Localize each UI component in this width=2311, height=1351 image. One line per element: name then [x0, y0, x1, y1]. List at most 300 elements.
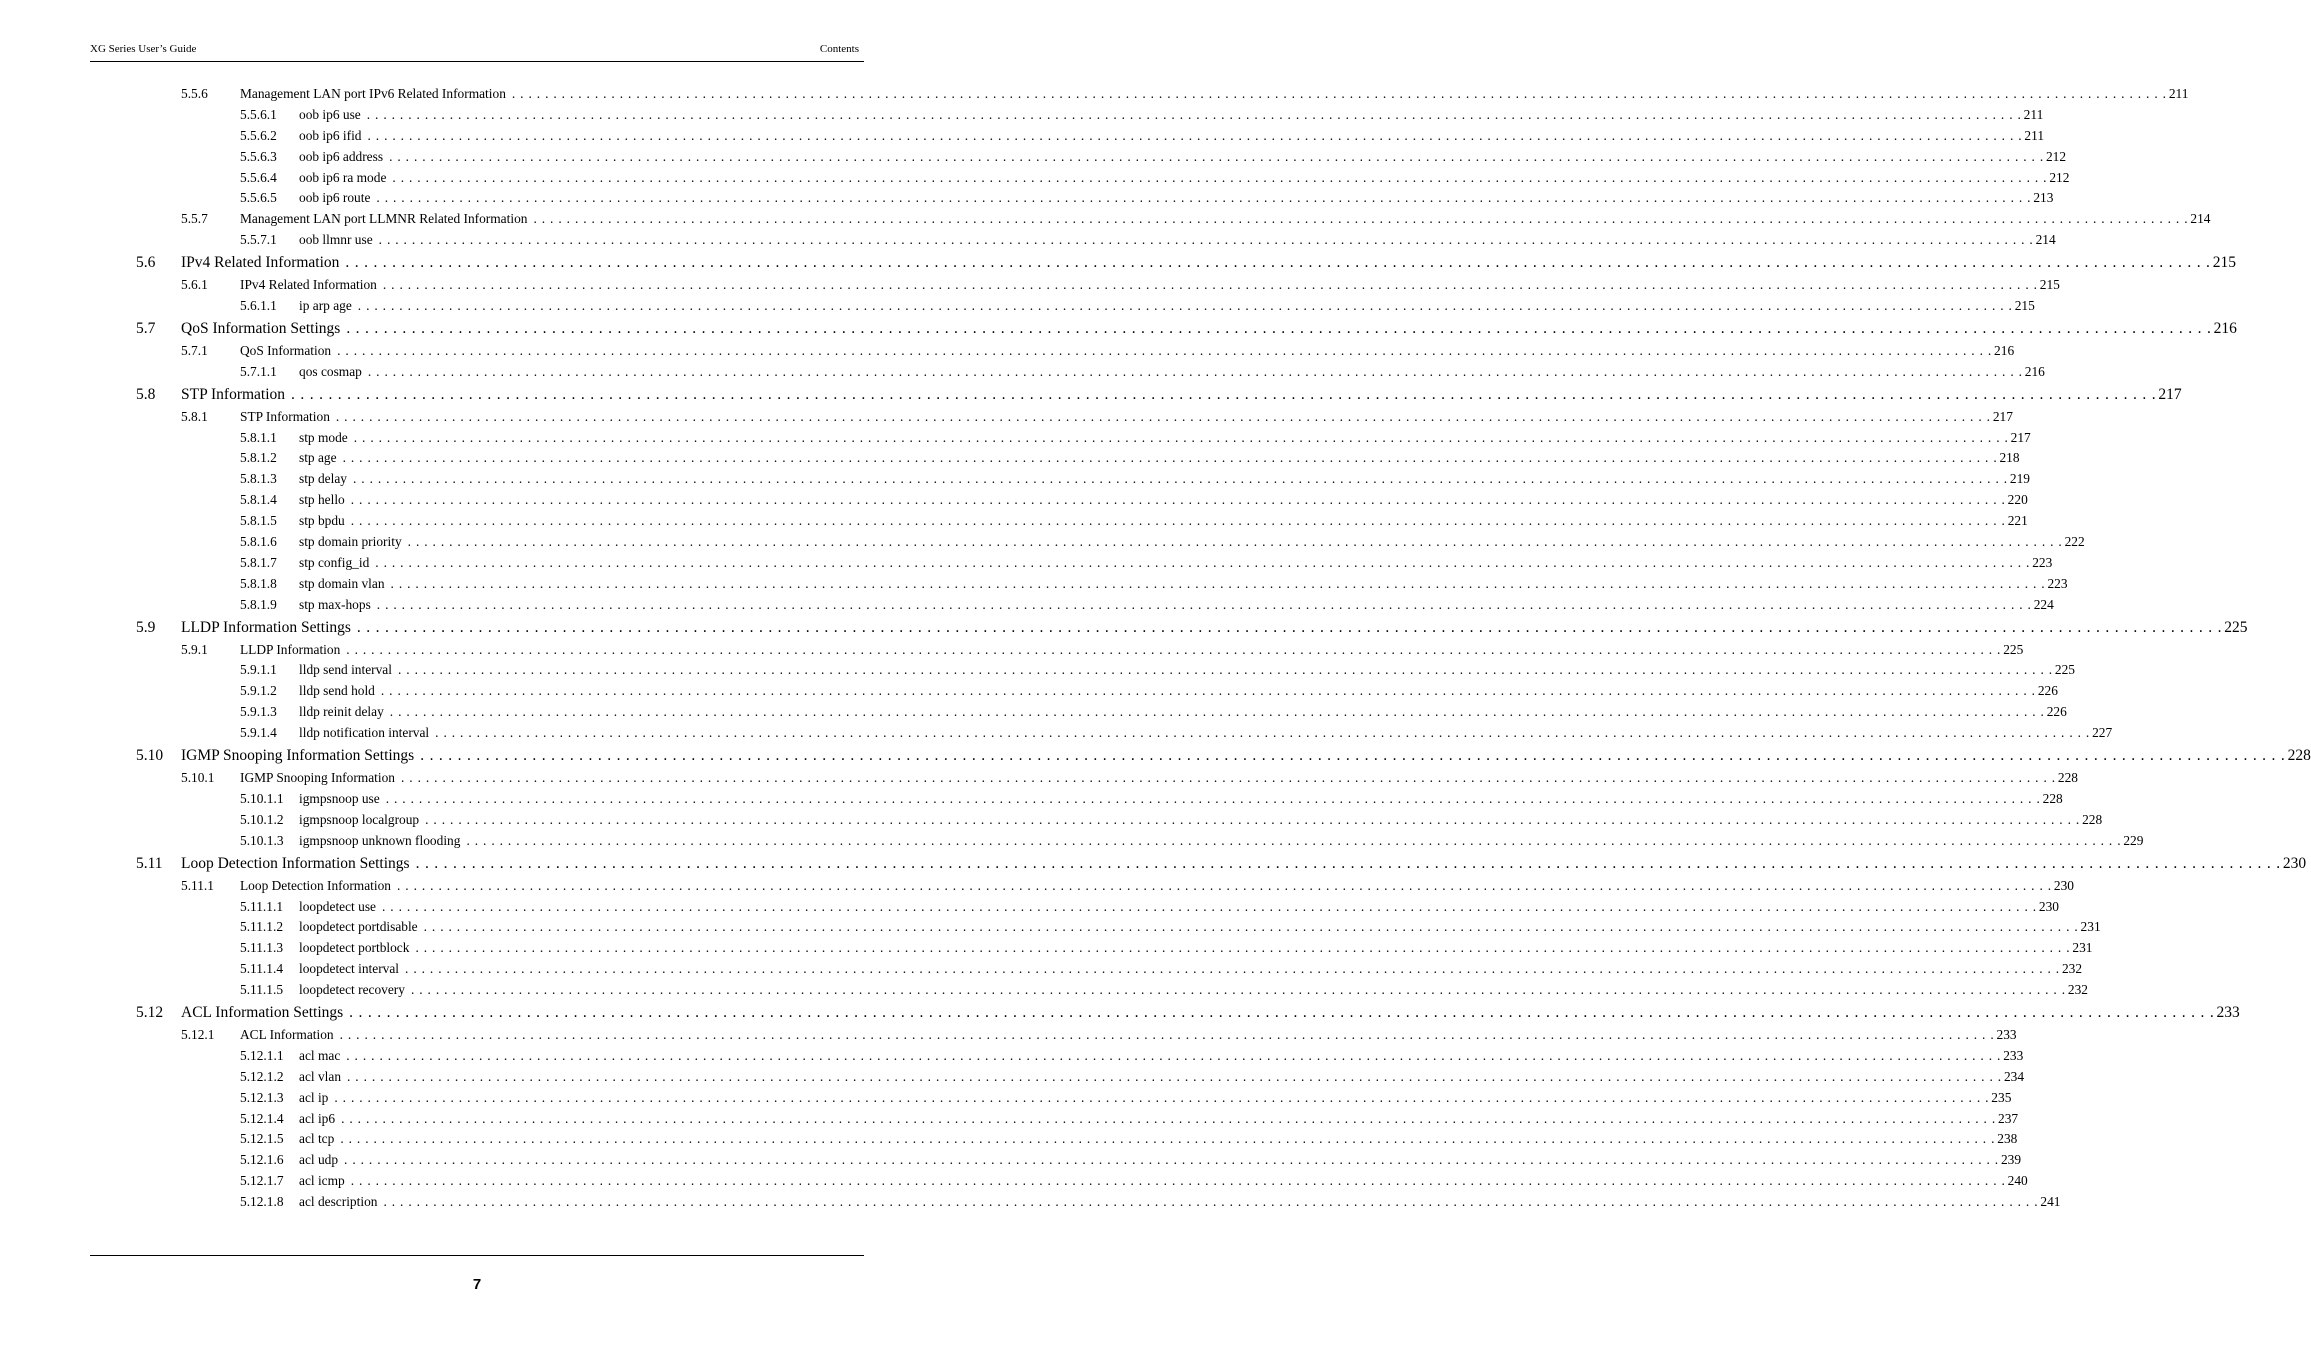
toc-entry[interactable] [0, 317, 2237, 341]
toc-entry-page: 232 [2067, 982, 2088, 998]
toc-entry-body [299, 1067, 2025, 1088]
toc-entry-page: 224 [2033, 596, 2054, 612]
footer-divider [90, 1255, 864, 1256]
toc-entry-page: 212 [2049, 169, 2070, 185]
toc-leader-dots: . . . . . . . . . . . . . . . . . . . . . . . . . . . . . . . . . . . . . . . . . . . . . . . . . . . . . . . . . . . . . . . . . . . . . . . . . . . . . . . . . . . . . . . . . . . . . . . . . . . . . . . . . . . . . . . . . . . . . . . . . . . . . . . . . . . . . . . . . . . . . . . . . . . . . . . . . . . . . . . . . . . . . . . . . . . . . . . . . . . . . . . . . . . . . . . . . . . . . . . . [291, 385, 2157, 403]
toc-entry-number: 5.12.1 [181, 1026, 215, 1042]
toc-entry-number: 5.11.1.2 [240, 919, 284, 935]
toc-entry-number: 5.5.6.2 [240, 127, 277, 143]
toc-entry-body [181, 383, 2182, 407]
toc-entry-number: 5.12.1.5 [240, 1131, 284, 1147]
toc-leader-dots: . . . . . . . . . . . . . . . . . . . . . . . . . . . . . . . . . . . . . . . . . . . . . . . . . . . . . . . . . . . . . . . . . . . . . . . . . . . . . . . . . . . . . . . . . . . . . . . . . . . . . . . . . . . . . . . . . . . . . . . . . . . . . . . . . . . . . . . . . . . . . . . . . . . . . . . . . . . . . . . . . . . . . . . . . . . . . . . . . . . . . . . . . . . . . . . . . . . . . . . . [423, 919, 2079, 935]
toc-entry-page: 232 [2061, 961, 2083, 977]
toc-entry-title: IPv4 Related Information [181, 254, 340, 272]
toc-entry[interactable] [0, 681, 2058, 702]
toc-leader-dots: . . . . . . . . . . . . . . . . . . . . . . . . . . . . . . . . . . . . . . . . . . . . . . . . . . . . . . . . . . . . . . . . . . . . . . . . . . . . . . . . . . . . . . . . . . . . . . . . . . . . . . . . . . . . . . . . . . . . . . . . . . . . . . . . . . . . . . . . . . . . . . . . . . . . . . . . . . . . . . . . . . . . . . . . . . . . . . . . . . . . . . . . . . . . . . . . . . . . . . . . [415, 854, 2281, 872]
toc-entry-body [299, 511, 2028, 532]
toc-entry-page: 211 [2024, 127, 2045, 143]
toc-entry-page: 216 [1994, 342, 2015, 358]
toc-entry-page: 230 [2038, 898, 2059, 914]
toc-entry-title: acl mac [299, 1047, 341, 1063]
toc-entry[interactable] [0, 448, 2020, 469]
toc-leader-dots: . . . . . . . . . . . . . . . . . . . . . . . . . . . . . . . . . . . . . . . . . . . . . . . . . . . . . . . . . . . . . . . . . . . . . . . . . . . . . . . . . . . . . . . . . . . . . . . . . . . . . . . . . . . . . . . . . . . . . . . . . . . . . . . . . . . . . . . . . . . . . . . . . . . . . . . . . . . . . . . . . . . . . . . . . . . . . . . . . . . . . . . . . . . . . . . . . . . . . . . . [533, 211, 2189, 227]
toc-entry[interactable] [0, 1129, 2018, 1150]
toc-entry-body [240, 341, 2015, 362]
toc-entry-title: LLDP Information Settings [181, 618, 351, 636]
toc-entry[interactable] [0, 362, 2045, 383]
toc-leader-dots: . . . . . . . . . . . . . . . . . . . . . . . . . . . . . . . . . . . . . . . . . . . . . . . . . . . . . . . . . . . . . . . . . . . . . . . . . . . . . . . . . . . . . . . . . . . . . . . . . . . . . . . . . . . . . . . . . . . . . . . . . . . . . . . . . . . . . . . . . . . . . . . . . . . . . . . . . . . . . . . . . . . . . . . . . . . . . . . . . . . . . . . . . . . . . . . . . . . . . . . . [367, 127, 2023, 143]
toc-entry[interactable] [0, 1088, 2012, 1109]
toc-entry-number: 5.8 [136, 385, 156, 403]
toc-entry[interactable] [0, 789, 2063, 810]
toc-entry-number: 5.5.6 [181, 86, 208, 101]
toc-leader-dots: . . . . . . . . . . . . . . . . . . . . . . . . . . . . . . . . . . . . . . . . . . . . . . . . . . . . . . . . . . . . . . . . . . . . . . . . . . . . . . . . . . . . . . . . . . . . . . . . . . . . . . . . . . . . . . . . . . . . . . . . . . . . . . . . . . . . . . . . . . . . . . . . . . . . . . . . . . . . . . . . . . . . . . . . . . . . . . . . . . . . . . . . . . . . . . . . . . . . . . . . [350, 513, 2006, 529]
toc-entry-title: LLDP Information [240, 641, 341, 657]
toc-leader-dots: . . . . . . . . . . . . . . . . . . . . . . . . . . . . . . . . . . . . . . . . . . . . . . . . . . . . . . . . . . . . . . . . . . . . . . . . . . . . . . . . . . . . . . . . . . . . . . . . . . . . . . . . . . . . . . . . . . . . . . . . . . . . . . . . . . . . . . . . . . . . . . . . . . . . . . . . . . . . . . . . . . . . . . . . . . . . . . . . . . . . . . . . . . . . . . . . . . . . . . . . [375, 554, 2031, 570]
toc-entry[interactable] [0, 490, 2028, 511]
toc-leader-dots: . . . . . . . . . . . . . . . . . . . . . . . . . . . . . . . . . . . . . . . . . . . . . . . . . . . . . . . . . . . . . . . . . . . . . . . . . . . . . . . . . . . . . . . . . . . . . . . . . . . . . . . . . . . . . . . . . . . . . . . . . . . . . . . . . . . . . . . . . . . . . . . . . . . . . . . . . . . . . . . . . . . . . . . . . . . . . . . . . . . . . . . . . . . . . . . . . . . . . . . . [366, 106, 2022, 122]
toc-entry[interactable] [0, 407, 2013, 428]
toc-entry-body [299, 126, 2045, 147]
toc-entry[interactable] [0, 84, 2189, 105]
header-doc-title: XG Series User’s Guide [90, 43, 197, 55]
toc-entry-number: 5.10 [136, 747, 164, 765]
toc-entry[interactable] [0, 980, 2088, 1001]
toc-entry-number: 5.7.1 [181, 342, 208, 358]
toc-leader-dots: . . . . . . . . . . . . . . . . . . . . . . . . . . . . . . . . . . . . . . . . . . . . . . . . . . . . . . . . . . . . . . . . . . . . . . . . . . . . . . . . . . . . . . . . . . . . . . . . . . . . . . . . . . . . . . . . . . . . . . . . . . . . . . . . . . . . . . . . . . . . . . . . . . . . . . . . . . . . . . . . . . . . . . . . . . . . . . . . . . . . . . . . . . . . . . . . . . . . . . . . [405, 961, 2060, 977]
toc-leader-dots: . . . . . . . . . . . . . . . . . . . . . . . . . . . . . . . . . . . . . . . . . . . . . . . . . . . . . . . . . . . . . . . . . . . . . . . . . . . . . . . . . . . . . . . . . . . . . . . . . . . . . . . . . . . . . . . . . . . . . . . . . . . . . . . . . . . . . . . . . . . . . . . . . . . . . . . . . . . . . . . . . . . . . . . . . . . . . . . . . . . . . . . . . . . . . . . . . . . . . . . . [380, 683, 2036, 699]
toc-entry-title: igmpsnoop use [299, 790, 380, 806]
toc-entry[interactable] [0, 147, 2067, 168]
toc-leader-dots: . . . . . . . . . . . . . . . . . . . . . . . . . . . . . . . . . . . . . . . . . . . . . . . . . . . . . . . . . . . . . . . . . . . . . . . . . . . . . . . . . . . . . . . . . . . . . . . . . . . . . . . . . . . . . . . . . . . . . . . . . . . . . . . . . . . . . . . . . . . . . . . . . . . . . . . . . . . . . . . . . . . . . . . . . . . . . . . . . . . . . . . . . . . . . . . . . . . . . . . . [357, 298, 2013, 314]
toc-entry-page: 231 [2080, 919, 2101, 935]
toc-entry-number: 5.12.1.3 [240, 1089, 284, 1105]
toc-entry[interactable] [0, 1171, 2028, 1192]
toc-entry-number: 5.5.6.4 [240, 169, 277, 185]
toc-entry[interactable] [0, 105, 2044, 126]
toc-entry-body [181, 251, 2236, 275]
toc-entry-title: Loop Detection Information Settings [181, 854, 410, 872]
toc-entry-title: oob llmnr use [299, 232, 373, 248]
toc-entry-title: lldp reinit delay [299, 704, 384, 720]
toc-entry-body [240, 768, 2078, 789]
toc-entry-number: 5.10.1.3 [240, 832, 284, 848]
toc-entry[interactable] [0, 660, 2075, 681]
toc-entry-body [299, 938, 2093, 959]
toc-entry-number: 5.10.1.1 [240, 790, 284, 806]
toc-entry-title: acl icmp [299, 1173, 345, 1189]
toc-entry-body [299, 230, 2056, 251]
toc-entry[interactable] [0, 959, 2083, 980]
toc-entry-number: 5.11.1.5 [240, 982, 284, 998]
toc-leader-dots: . . . . . . . . . . . . . . . . . . . . . . . . . . . . . . . . . . . . . . . . . . . . . . . . . . . . . . . . . . . . . . . . . . . . . . . . . . . . . . . . . . . . . . . . . . . . . . . . . . . . . . . . . . . . . . . . . . . . . . . . . . . . . . . . . . . . . . . . . . . . . . . . . . . . . . . . . . . . . . . . . . . . . . . . . . . . . . . . . . . . . . . . . . . . . . . . . . . . . . . . [346, 319, 2212, 337]
toc-entry[interactable] [0, 640, 2024, 661]
toc-entry-number: 5.8.1.7 [240, 554, 277, 570]
toc-entry[interactable] [0, 702, 2067, 723]
toc-entry-page: 239 [2000, 1152, 2022, 1168]
toc-entry[interactable] [0, 1046, 2024, 1067]
toc-entry-page: 220 [2007, 492, 2028, 508]
toc-entry-body [299, 428, 2031, 449]
toc-entry-body [299, 1129, 2018, 1150]
toc-entry-page: 227 [2092, 725, 2113, 741]
toc-leader-dots: . . . . . . . . . . . . . . . . . . . . . . . . . . . . . . . . . . . . . . . . . . . . . . . . . . . . . . . . . . . . . . . . . . . . . . . . . . . . . . . . . . . . . . . . . . . . . . . . . . . . . . . . . . . . . . . . . . . . . . . . . . . . . . . . . . . . . . . . . . . . . . . . . . . . . . . . . . . . . . . . . . . . . . . . . . . . . . . . . . . . . . . . . . . . . . . . . . . . . . . . [340, 1131, 1996, 1147]
toc-entry-page: 211 [2023, 106, 2044, 122]
toc-entry-number: 5.5.7 [181, 211, 208, 227]
toc-leader-dots: . . . . . . . . . . . . . . . . . . . . . . . . . . . . . . . . . . . . . . . . . . . . . . . . . . . . . . . . . . . . . . . . . . . . . . . . . . . . . . . . . . . . . . . . . . . . . . . . . . . . . . . . . . . . . . . . . . . . . . . . . . . . . . . . . . . . . . . . . . . . . . . . . . . . . . . . . . . . . . . . . . . . . . . . . . . . . . . . . . . . . . . . . . . . . . . . . . . . . . . . [385, 790, 2041, 806]
toc-entry-number: 5.12.1.6 [240, 1152, 284, 1168]
toc-leader-dots: . . . . . . . . . . . . . . . . . . . . . . . . . . . . . . . . . . . . . . . . . . . . . . . . . . . . . . . . . . . . . . . . . . . . . . . . . . . . . . . . . . . . . . . . . . . . . . . . . . . . . . . . . . . . . . . . . . . . . . . . . . . . . . . . . . . . . . . . . . . . . . . . . . . . . . . . . . . . . . . . . . . . . . . . . . . . . . . . . . . . . . . . . . . . . . . . . . . . . . . . [352, 471, 2008, 487]
toc-entry-number: 5.8.1.2 [240, 450, 277, 466]
toc-entry-number: 5.11 [136, 854, 163, 872]
toc-entry[interactable] [0, 511, 2028, 532]
toc-entry[interactable] [0, 275, 2060, 296]
toc-entry-title: loopdetect interval [299, 961, 400, 977]
toc-leader-dots: . . . . . . . . . . . . . . . . . . . . . . . . . . . . . . . . . . . . . . . . . . . . . . . . . . . . . . . . . . . . . . . . . . . . . . . . . . . . . . . . . . . . . . . . . . . . . . . . . . . . . . . . . . . . . . . . . . . . . . . . . . . . . . . . . . . . . . . . . . . . . . . . . . . . . . . . . . . . . . . . . . . . . . . . . . . . . . . . . . . . . . . . . . . . . . . . . . . . . . . . [341, 1110, 1996, 1126]
toc-entry-page: 230 [2282, 854, 2307, 872]
toc-entry-number: 5.9.1.1 [240, 662, 277, 678]
toc-entry[interactable] [0, 723, 2113, 744]
toc-entry-title: IGMP Snooping Information [240, 770, 395, 786]
toc-entry[interactable] [0, 296, 2035, 317]
toc-entry-title: Loop Detection Information [240, 877, 391, 893]
toc-entry-body [299, 1046, 2024, 1067]
toc-entry-body [299, 723, 2113, 744]
toc-entry-number: 5.7.1.1 [240, 363, 277, 379]
toc-entry[interactable] [0, 1109, 2019, 1130]
toc-entry-body [299, 702, 2067, 723]
toc-entry-title: stp age [299, 450, 337, 466]
toc-entry-page: 215 [2014, 298, 2035, 314]
toc-entry[interactable] [0, 532, 2085, 553]
toc-entry-title: lldp send interval [299, 662, 392, 678]
toc-entry-number: 5.5.6.3 [240, 148, 277, 164]
toc-entry-number: 5.12.1.8 [240, 1194, 284, 1210]
toc-entry-page: 233 [2003, 1047, 2024, 1063]
toc-entry-number: 5.10.1 [181, 770, 215, 786]
toc-leader-dots: . . . . . . . . . . . . . . . . . . . . . . . . . . . . . . . . . . . . . . . . . . . . . . . . . . . . . . . . . . . . . . . . . . . . . . . . . . . . . . . . . . . . . . . . . . . . . . . . . . . . . . . . . . . . . . . . . . . . . . . . . . . . . . . . . . . . . . . . . . . . . . . . . . . . . . . . . . . . . . . . . . . . . . . . . . . . . . . . . . . . . . . . . . . . . . . . . . . . . . . . [425, 811, 2081, 827]
toc-entry-body [299, 959, 2083, 980]
toc-entry[interactable] [0, 616, 2248, 640]
toc-entry[interactable] [0, 852, 2307, 876]
toc-entry-title: acl ip6 [299, 1110, 336, 1126]
toc-entry-page: 228 [2057, 770, 2078, 786]
toc-entry-title: IGMP Snooping Information Settings [181, 747, 415, 765]
toc-leader-dots: . . . . . . . . . . . . . . . . . . . . . . . . . . . . . . . . . . . . . . . . . . . . . . . . . . . . . . . . . . . . . . . . . . . . . . . . . . . . . . . . . . . . . . . . . . . . . . . . . . . . . . . . . . . . . . . . . . . . . . . . . . . . . . . . . . . . . . . . . . . . . . . . . . . . . . . . . . . . . . . . . . . . . . . . . . . . . . . . . . . . . . . . . . . . . . . . . . . . . . . . [392, 169, 2048, 185]
toc-leader-dots: . . . . . . . . . . . . . . . . . . . . . . . . . . . . . . . . . . . . . . . . . . . . . . . . . . . . . . . . . . . . . . . . . . . . . . . . . . . . . . . . . . . . . . . . . . . . . . . . . . . . . . . . . . . . . . . . . . . . . . . . . . . . . . . . . . . . . . . . . . . . . . . . . . . . . . . . . . . . . . . . . . . . . . . . . . . . . . . . . . . . . . . . . . . . . . . . . . . . . . . . [335, 408, 1991, 424]
toc-entry-body [299, 831, 2144, 852]
toc-entry[interactable] [0, 383, 2182, 407]
toc-leader-dots: . . . . . . . . . . . . . . . . . . . . . . . . . . . . . . . . . . . . . . . . . . . . . . . . . . . . . . . . . . . . . . . . . . . . . . . . . . . . . . . . . . . . . . . . . . . . . . . . . . . . . . . . . . . . . . . . . . . . . . . . . . . . . . . . . . . . . . . . . . . . . . . . . . . . . . . . . . . . . . . . . . . . . . . . . . . . . . . . . . . . . . . . . . . . . . . . . . . . . . . . [396, 877, 2052, 893]
toc-entry[interactable] [0, 188, 2054, 209]
toc-leader-dots: . . . . . . . . . . . . . . . . . . . . . . . . . . . . . . . . . . . . . . . . . . . . . . . . . . . . . . . . . . . . . . . . . . . . . . . . . . . . . . . . . . . . . . . . . . . . . . . . . . . . . . . . . . . . . . . . . . . . . . . . . . . . . . . . . . . . . . . . . . . . . . . . . . . . . . . . . . . . . . . . . . . . . . . . . . . . . . . . . . . . . . . . . . . . . . . . . . . . . . . . [410, 982, 2066, 998]
toc-entry[interactable] [0, 341, 2015, 362]
toc-entry-page: 240 [2007, 1173, 2028, 1189]
toc-entry-page: 215 [2039, 277, 2060, 293]
toc-leader-dots: . . . . . . . . . . . . . . . . . . . . . . . . . . . . . . . . . . . . . . . . . . . . . . . . . . . . . . . . . . . . . . . . . . . . . . . . . . . . . . . . . . . . . . . . . . . . . . . . . . . . . . . . . . . . . . . . . . . . . . . . . . . . . . . . . . . . . . . . . . . . . . . . . . . . . . . . . . . . . . . . . . . . . . . . . . . . . . . . . . . . . . . . . . . . . . . . . . . . . . . . [346, 641, 2002, 657]
toc-entry[interactable] [0, 553, 2053, 574]
toc-entry[interactable] [0, 876, 2074, 897]
toc-entry[interactable] [0, 251, 2236, 275]
toc-entry-page: 218 [1999, 450, 2020, 466]
toc-entry[interactable] [0, 1001, 2240, 1025]
toc-entry-number: 5.12.1.7 [240, 1173, 284, 1189]
toc-entry-page: 241 [2040, 1194, 2061, 1210]
toc-entry-title: IPv4 Related Information [240, 277, 377, 293]
toc-leader-dots: . . . . . . . . . . . . . . . . . . . . . . . . . . . . . . . . . . . . . . . . . . . . . . . . . . . . . . . . . . . . . . . . . . . . . . . . . . . . . . . . . . . . . . . . . . . . . . . . . . . . . . . . . . . . . . . . . . . . . . . . . . . . . . . . . . . . . . . . . . . . . . . . . . . . . . . . . . . . . . . . . . . . . . . . . . . . . . . . . . . . . . . . . . . . . . . . . . . . . . . . [435, 725, 2091, 741]
toc-leader-dots: . . . . . . . . . . . . . . . . . . . . . . . . . . . . . . . . . . . . . . . . . . . . . . . . . . . . . . . . . . . . . . . . . . . . . . . . . . . . . . . . . . . . . . . . . . . . . . . . . . . . . . . . . . . . . . . . . . . . . . . . . . . . . . . . . . . . . . . . . . . . . . . . . . . . . . . . . . . . . . . . . . . . . . . . . . . . . . . . . . . . . . . . . . . . . . . . . . . . . . . . [415, 940, 2071, 956]
toc-leader-dots: . . . . . . . . . . . . . . . . . . . . . . . . . . . . . . . . . . . . . . . . . . . . . . . . . . . . . . . . . . . . . . . . . . . . . . . . . . . . . . . . . . . . . . . . . . . . . . . . . . . . . . . . . . . . . . . . . . . . . . . . . . . . . . . . . . . . . . . . . . . . . . . . . . . . . . . . . . . . . . . . . . . . . . . . . . . . . . . . . . . . . . . . . . . . . . . . . . . . . . . . [356, 618, 2223, 636]
toc-entry-title: acl description [299, 1194, 378, 1210]
toc-entry-page: 226 [2046, 704, 2067, 720]
toc-entry[interactable] [0, 1067, 2025, 1088]
header-section-title: Contents [819, 43, 859, 55]
toc-entry-body [299, 448, 2020, 469]
toc-entry-page: 214 [2035, 232, 2056, 248]
toc-entry-body [299, 168, 2070, 189]
toc-leader-dots: . . . . . . . . . . . . . . . . . . . . . . . . . . . . . . . . . . . . . . . . . . . . . . . . . . . . . . . . . . . . . . . . . . . . . . . . . . . . . . . . . . . . . . . . . . . . . . . . . . . . . . . . . . . . . . . . . . . . . . . . . . . . . . . . . . . . . . . . . . . . . . . . . . . . . . . . . . . . . . . . . . . . . . . . . . . . . . . . . . . . . . . . . . . . . . . . . . . . . . . . [339, 1026, 1995, 1042]
toc-entry-title: loopdetect portdisable [299, 919, 418, 935]
toc-leader-dots: . . . . . . . . . . . . . . . . . . . . . . . . . . . . . . . . . . . . . . . . . . . . . . . . . . . . . . . . . . . . . . . . . . . . . . . . . . . . . . . . . . . . . . . . . . . . . . . . . . . . . . . . . . . . . . . . . . . . . . . . . . . . . . . . . . . . . . . . . . . . . . . . . . . . . . . . . . . . . . . . . . . . . . . . . . . . . . . . . . . . . . . . . . . . . . . . . . . . . . . . [376, 596, 2032, 612]
toc-entry-body [181, 852, 2307, 876]
toc-entry-body [299, 917, 2101, 938]
toc-entry-page: 222 [2064, 534, 2085, 550]
toc-entry-number: 5.11.1.3 [240, 940, 284, 956]
toc-entry-number: 5.8.1.6 [240, 534, 277, 550]
toc-entry-page: 225 [2003, 641, 2024, 657]
toc-entry[interactable] [0, 1025, 2017, 1046]
toc-entry[interactable] [0, 917, 2101, 938]
toc-entry-number: 5.5.7.1 [240, 232, 277, 248]
page-header [90, 41, 864, 62]
toc-entry-body [299, 490, 2028, 511]
toc-entry-title: STP Information [181, 385, 286, 403]
toc-entry-page: 230 [2053, 877, 2074, 893]
toc-leader-dots: . . . . . . . . . . . . . . . . . . . . . . . . . . . . . . . . . . . . . . . . . . . . . . . . . . . . . . . . . . . . . . . . . . . . . . . . . . . . . . . . . . . . . . . . . . . . . . . . . . . . . . . . . . . . . . . . . . . . . . . . . . . . . . . . . . . . . . . . . . . . . . . . . . . . . . . . . . . . . . . . . . . . . . . . . . . . . . . . . . . . . . . . . . . . . . . . . . . . . . . . [383, 1194, 2039, 1210]
toc-entry-page: 229 [2123, 832, 2144, 848]
toc-entry-body [299, 1171, 2028, 1192]
toc-entry-page: 215 [2212, 254, 2236, 272]
toc-entry-body [240, 876, 2074, 897]
toc-entry-body [299, 105, 2044, 126]
toc-entry-body [181, 1001, 2240, 1025]
toc-entry-page: 228 [2287, 747, 2311, 765]
toc-leader-dots: . . . . . . . . . . . . . . . . . . . . . . . . . . . . . . . . . . . . . . . . . . . . . . . . . . . . . . . . . . . . . . . . . . . . . . . . . . . . . . . . . . . . . . . . . . . . . . . . . . . . . . . . . . . . . . . . . . . . . . . . . . . . . . . . . . . . . . . . . . . . . . . . . . . . . . . . . . . . . . . . . . . . . . . . . . . . . . . . . . . . . . . . . . . . . . . . . . . . . . . . [345, 254, 2211, 272]
toc-leader-dots: . . . . . . . . . . . . . . . . . . . . . . . . . . . . . . . . . . . . . . . . . . . . . . . . . . . . . . . . . . . . . . . . . . . . . . . . . . . . . . . . . . . . . . . . . . . . . . . . . . . . . . . . . . . . . . . . . . . . . . . . . . . . . . . . . . . . . . . . . . . . . . . . . . . . . . . . . . . . . . . . . . . . . . . . . . . . . . . . . . . . . . . . . . . . . . . . . . . . . . . . [390, 575, 2046, 591]
toc-entry-title: oob ip6 ra mode [299, 169, 387, 185]
toc-entry-body [181, 744, 2311, 768]
toc-entry-body [299, 980, 2088, 1001]
toc-entry-title: QoS Information Settings [181, 319, 341, 337]
toc-leader-dots: . . . . . . . . . . . . . . . . . . . . . . . . . . . . . . . . . . . . . . . . . . . . . . . . . . . . . . . . . . . . . . . . . . . . . . . . . . . . . . . . . . . . . . . . . . . . . . . . . . . . . . . . . . . . . . . . . . . . . . . . . . . . . . . . . . . . . . . . . . . . . . . . . . . . . . . . . . . . . . . . . . . . . . . . . . . . . . . . . . . . . . . . . . . . . . . . . . . . . . . . [400, 770, 2056, 786]
toc-entry-number: 5.9.1 [181, 641, 208, 657]
toc-entry-title: stp domain vlan [299, 575, 385, 591]
toc-entry-number: 5.8.1.1 [240, 429, 277, 445]
toc-entry-title: stp domain priority [299, 534, 402, 550]
toc-leader-dots: . . . . . . . . . . . . . . . . . . . . . . . . . . . . . . . . . . . . . . . . . . . . . . . . . . . . . . . . . . . . . . . . . . . . . . . . . . . . . . . . . . . . . . . . . . . . . . . . . . . . . . . . . . . . . . . . . . . . . . . . . . . . . . . . . . . . . . . . . . . . . . . . . . . . . . . . . . . . . . . . . . . . . . . . . . . . . . . . . . . . . . . . . . . . . . . . . . . . . . . . [382, 277, 2038, 293]
toc-entry-body [299, 1192, 2061, 1213]
toc-entry-number: 5.9.1.2 [240, 683, 277, 699]
toc-entry-title: oob ip6 use [299, 106, 361, 122]
toc-entry-title: stp config_id [299, 554, 370, 570]
toc-entry-number: 5.7 [136, 319, 156, 337]
toc-entry-number: 5.9.1.4 [240, 725, 277, 741]
toc-entry[interactable] [0, 230, 2056, 251]
toc-entry-title: acl tcp [299, 1131, 335, 1147]
toc-entry[interactable] [0, 168, 2070, 189]
toc-entry-number: 5.8.1.9 [240, 596, 277, 612]
toc-entry-body [240, 84, 2189, 105]
toc-leader-dots: . . . . . . . . . . . . . . . . . . . . . . . . . . . . . . . . . . . . . . . . . . . . . . . . . . . . . . . . . . . . . . . . . . . . . . . . . . . . . . . . . . . . . . . . . . . . . . . . . . . . . . . . . . . . . . . . . . . . . . . . . . . . . . . . . . . . . . . . . . . . . . . . . . . . . . . . . . . . . . . . . . . . . . . . . . . . . . . . . . . . . . . . . . . . . . . . . . . . . . . . [353, 429, 2009, 445]
toc-entry-page: 226 [2037, 683, 2058, 699]
toc-leader-dots: . . . . . . . . . . . . . . . . . . . . . . . . . . . . . . . . . . . . . . . . . . . . . . . . . . . . . . . . . . . . . . . . . . . . . . . . . . . . . . . . . . . . . . . . . . . . . . . . . . . . . . . . . . . . . . . . . . . . . . . . . . . . . . . . . . . . . . . . . . . . . . . . . . . . . . . . . . . . . . . . . . . . . . . . . . . . . . . . . . . . . . . . . . . . . . . . . . . . . . . . [342, 450, 1998, 466]
toc-entry-number: 5.6.1 [181, 277, 208, 293]
toc-entry-page: 228 [2042, 790, 2063, 806]
toc-leader-dots: . . . . . . . . . . . . . . . . . . . . . . . . . . . . . . . . . . . . . . . . . . . . . . . . . . . . . . . . . . . . . . . . . . . . . . . . . . . . . . . . . . . . . . . . . . . . . . . . . . . . . . . . . . . . . . . . . . . . . . . . . . . . . . . . . . . . . . . . . . . . . . . . . . . . . . . . . . . . . . . . . . . . . . . . . . . . . . . . . . . . . . . . . . . . . . . . . . . . . . . . [389, 704, 2045, 720]
toc-entry-title: lldp send hold [299, 683, 375, 699]
toc-entry-body [240, 407, 2013, 428]
toc-leader-dots: . . . . . . . . . . . . . . . . . . . . . . . . . . . . . . . . . . . . . . . . . . . . . . . . . . . . . . . . . . . . . . . . . . . . . . . . . . . . . . . . . . . . . . . . . . . . . . . . . . . . . . . . . . . . . . . . . . . . . . . . . . . . . . . . . . . . . . . . . . . . . . . . . . . . . . . . . . . . . . . . . . . . . . . . . . . . . . . . . . . . . . . . . . . . . . . . . . . . . . . . [334, 1089, 1990, 1105]
toc-entry-number: 5.6 [136, 254, 156, 272]
toc-entry-page: 223 [2047, 575, 2068, 591]
toc-entry-page: 225 [2054, 662, 2075, 678]
toc-entry-page: 225 [2224, 618, 2248, 636]
toc-entry-page: 213 [2033, 190, 2054, 206]
toc-entry-body [299, 1150, 2022, 1171]
toc-entry-title: loopdetect use [299, 898, 376, 914]
toc-entry[interactable] [0, 574, 2068, 595]
toc-entry-body [299, 147, 2067, 168]
toc-entry-page: 217 [1992, 408, 2013, 424]
toc-entry-number: 5.12.1.4 [240, 1110, 284, 1126]
toc-leader-dots: . . . . . . . . . . . . . . . . . . . . . . . . . . . . . . . . . . . . . . . . . . . . . . . . . . . . . . . . . . . . . . . . . . . . . . . . . . . . . . . . . . . . . . . . . . . . . . . . . . . . . . . . . . . . . . . . . . . . . . . . . . . . . . . . . . . . . . . . . . . . . . . . . . . . . . . . . . . . . . . . . . . . . . . . . . . . . . . . . . . . . . . . . . . . . . . . . . . . . . . . [349, 1003, 2215, 1021]
toc-entry-number: 5.12.1.2 [240, 1068, 284, 1084]
toc-leader-dots: . . . . . . . . . . . . . . . . . . . . . . . . . . . . . . . . . . . . . . . . . . . . . . . . . . . . . . . . . . . . . . . . . . . . . . . . . . . . . . . . . . . . . . . . . . . . . . . . . . . . . . . . . . . . . . . . . . . . . . . . . . . . . . . . . . . . . . . . . . . . . . . . . . . . . . . . . . . . . . . . . . . . . . . . . . . . . . . . . . . . . . . . . . . . . . . . . . . . . . . . [344, 1152, 1999, 1168]
toc-entry[interactable] [0, 1150, 2022, 1171]
toc-entry-body [299, 789, 2063, 810]
toc-entry[interactable] [0, 938, 2093, 959]
toc-entry-title: ACL Information [240, 1026, 334, 1042]
toc-leader-dots: . . . . . . . . . . . . . . . . . . . . . . . . . . . . . . . . . . . . . . . . . . . . . . . . . . . . . . . . . . . . . . . . . . . . . . . . . . . . . . . . . . . . . . . . . . . . . . . . . . . . . . . . . . . . . . . . . . . . . . . . . . . . . . . . . . . . . . . . . . . . . . . . . . . . . . . . . . . . . . . . . . . . . . . . . . . . . . . . . . . . . . . . . . . . . . . . . . . . . . . . [337, 342, 1993, 358]
toc-entry[interactable] [0, 897, 2059, 918]
toc-entry-page: 237 [1998, 1110, 2019, 1126]
toc-entry-page: 221 [2007, 513, 2028, 529]
toc-entry[interactable] [0, 810, 2103, 831]
toc-entry-page: 217 [2158, 385, 2182, 403]
toc-entry-title: oob ip6 address [299, 148, 384, 164]
toc-leader-dots: . . . . . . . . . . . . . . . . . . . . . . . . . . . . . . . . . . . . . . . . . . . . . . . . . . . . . . . . . . . . . . . . . . . . . . . . . . . . . . . . . . . . . . . . . . . . . . . . . . . . . . . . . . . . . . . . . . . . . . . . . . . . . . . . . . . . . . . . . . . . . . . . . . . . . . . . . . . . . . . . . . . . . . . . . . . . . . . . . . . . . . . . . . . . . . . . . . . . . . . . [389, 148, 2044, 164]
toc-entry-title: stp mode [299, 429, 348, 445]
toc-entry-title: Management LAN port LLMNR Related Information [240, 211, 528, 227]
toc-leader-dots: . . . . . . . . . . . . . . . . . . . . . . . . . . . . . . . . . . . . . . . . . . . . . . . . . . . . . . . . . . . . . . . . . . . . . . . . . . . . . . . . . . . . . . . . . . . . . . . . . . . . . . . . . . . . . . . . . . . . . . . . . . . . . . . . . . . . . . . . . . . . . . . . . . . . . . . . . . . . . . . . . . . . . . . . . . . . . . . . . . . . . . . . . . . . . . . . . . . . . . . . [347, 1068, 2002, 1084]
toc-leader-dots: . . . . . . . . . . . . . . . . . . . . . . . . . . . . . . . . . . . . . . . . . . . . . . . . . . . . . . . . . . . . . . . . . . . . . . . . . . . . . . . . . . . . . . . . . . . . . . . . . . . . . . . . . . . . . . . . . . . . . . . . . . . . . . . . . . . . . . . . . . . . . . . . . . . . . . . . . . . . . . . . . . . . . . . . . . . . . . . . . . . . . . . . . . . . . . . . . . . . . . . . [397, 662, 2053, 678]
toc-entry-body [299, 553, 2053, 574]
toc-entry-number: 5.6.1.1 [240, 298, 277, 314]
toc-entry-number: 5.11.1 [181, 877, 214, 893]
toc-entry[interactable] [0, 744, 2311, 768]
toc-leader-dots: . . . . . . . . . . . . . . . . . . . . . . . . . . . . . . . . . . . . . . . . . . . . . . . . . . . . . . . . . . . . . . . . . . . . . . . . . . . . . . . . . . . . . . . . . . . . . . . . . . . . . . . . . . . . . . . . . . . . . . . . . . . . . . . . . . . . . . . . . . . . . . . . . . . . . . . . . . . . . . . . . . . . . . . . . . . . . . . . . . . . . . . . . . . . . . . . . . . . . . . . [376, 190, 2032, 206]
toc-entry-title: stp bpdu [299, 513, 345, 529]
toc-entry[interactable] [0, 469, 2030, 490]
toc-entry-body [299, 296, 2035, 317]
toc-entry-page: 228 [2082, 811, 2103, 827]
toc-entry-page: 234 [2003, 1068, 2025, 1084]
toc-entry-number: 5.12.1.1 [240, 1047, 284, 1063]
toc-entry[interactable] [0, 831, 2144, 852]
toc-entry-page: 223 [2032, 554, 2053, 570]
toc-entry-title: ACL Information Settings [181, 1003, 344, 1021]
toc-entry-number: 5.11.1.4 [240, 961, 284, 977]
toc-entry-page: 233 [2216, 1003, 2240, 1021]
toc-leader-dots: . . . . . . . . . . . . . . . . . . . . . . . . . . . . . . . . . . . . . . . . . . . . . . . . . . . . . . . . . . . . . . . . . . . . . . . . . . . . . . . . . . . . . . . . . . . . . . . . . . . . . . . . . . . . . . . . . . . . . . . . . . . . . . . . . . . . . . . . . . . . . . . . . . . . . . . . . . . . . . . . . . . . . . . . . . . . . . . . . . . . . . . . . . . . . . . . . . . . . . . . [378, 232, 2034, 248]
toc-entry-title: ip arp age [299, 298, 352, 314]
toc-entry-title: oob ip6 ifid [299, 127, 362, 143]
toc-entry-page: 233 [1996, 1026, 2017, 1042]
toc-entry-body [299, 660, 2075, 681]
toc-entry-page: 211 [2168, 86, 2189, 101]
toc-entry-page: 219 [2009, 471, 2030, 487]
toc-entry-number: 5.8.1.8 [240, 575, 277, 591]
table-of-contents [0, 84, 2311, 1213]
toc-entry-title: igmpsnoop localgroup [299, 811, 420, 827]
toc-entry-number: 5.5.6.5 [240, 190, 277, 206]
toc-entry-number: 5.8.1.5 [240, 513, 277, 529]
toc-entry-body [299, 1088, 2012, 1109]
toc-entry-title: acl udp [299, 1152, 339, 1168]
toc-entry-body [299, 362, 2045, 383]
toc-leader-dots: . . . . . . . . . . . . . . . . . . . . . . . . . . . . . . . . . . . . . . . . . . . . . . . . . . . . . . . . . . . . . . . . . . . . . . . . . . . . . . . . . . . . . . . . . . . . . . . . . . . . . . . . . . . . . . . . . . . . . . . . . . . . . . . . . . . . . . . . . . . . . . . . . . . . . . . . . . . . . . . . . . . . . . . . . . . . . . . . . . . . . . . . . . . . . . . . . . . . . . . . [346, 1047, 2002, 1063]
toc-entry-body [299, 188, 2054, 209]
toc-entry-number: 5.11.1.1 [240, 898, 284, 914]
toc-entry-body [299, 532, 2085, 553]
toc-entry-title: lldp notification interval [299, 725, 430, 741]
toc-entry-number: 5.9.1.3 [240, 704, 277, 720]
toc-entry-number: 5.8.1.4 [240, 492, 277, 508]
toc-entry-title: STP Information [240, 408, 330, 424]
toc-entry-title: loopdetect recovery [299, 982, 405, 998]
toc-entry-body [181, 616, 2248, 640]
toc-entry-number: 5.10.1.2 [240, 811, 284, 827]
toc-entry[interactable] [0, 768, 2078, 789]
toc-leader-dots: . . . . . . . . . . . . . . . . . . . . . . . . . . . . . . . . . . . . . . . . . . . . . . . . . . . . . . . . . . . . . . . . . . . . . . . . . . . . . . . . . . . . . . . . . . . . . . . . . . . . . . . . . . . . . . . . . . . . . . . . . . . . . . . . . . . . . . . . . . . . . . . . . . . . . . . . . . . . . . . . . . . . . . . . . . . . . . . . . . . . . . . . . . . . . . . . . . . . . . . . [511, 86, 2167, 101]
toc-entry-body [240, 1025, 2017, 1046]
toc-entry-title: oob ip6 route [299, 190, 371, 206]
toc-leader-dots: . . . . . . . . . . . . . . . . . . . . . . . . . . . . . . . . . . . . . . . . . . . . . . . . . . . . . . . . . . . . . . . . . . . . . . . . . . . . . . . . . . . . . . . . . . . . . . . . . . . . . . . . . . . . . . . . . . . . . . . . . . . . . . . . . . . . . . . . . . . . . . . . . . . . . . . . . . . . . . . . . . . . . . . . . . . . . . . . . . . . . . . . . . . . . . . . . . . . . . . . [381, 898, 2037, 914]
toc-entry-body [299, 810, 2103, 831]
toc-entry-body [299, 574, 2068, 595]
toc-entry[interactable] [0, 595, 2054, 616]
toc-leader-dots: . . . . . . . . . . . . . . . . . . . . . . . . . . . . . . . . . . . . . . . . . . . . . . . . . . . . . . . . . . . . . . . . . . . . . . . . . . . . . . . . . . . . . . . . . . . . . . . . . . . . . . . . . . . . . . . . . . . . . . . . . . . . . . . . . . . . . . . . . . . . . . . . . . . . . . . . . . . . . . . . . . . . . . . . . . . . . . . . . . . . . . . . . . . . . . . . . . . . . . . . [350, 492, 2006, 508]
toc-entry-number: 5.5.6.1 [240, 106, 277, 122]
toc-entry[interactable] [0, 1192, 2061, 1213]
toc-entry-title: stp delay [299, 471, 347, 487]
toc-entry-title: Management LAN port IPv6 Related Information [240, 86, 506, 101]
toc-entry-title: igmpsnoop unknown flooding [299, 832, 461, 848]
toc-entry-title: stp hello [299, 492, 345, 508]
toc-entry[interactable] [0, 126, 2045, 147]
toc-entry-title: acl ip [299, 1089, 329, 1105]
toc-leader-dots: . . . . . . . . . . . . . . . . . . . . . . . . . . . . . . . . . . . . . . . . . . . . . . . . . . . . . . . . . . . . . . . . . . . . . . . . . . . . . . . . . . . . . . . . . . . . . . . . . . . . . . . . . . . . . . . . . . . . . . . . . . . . . . . . . . . . . . . . . . . . . . . . . . . . . . . . . . . . . . . . . . . . . . . . . . . . . . . . . . . . . . . . . . . . . . . . . . . . . . . . [420, 747, 2286, 765]
toc-entry-body [181, 317, 2237, 341]
toc-entry-title: stp max-hops [299, 596, 371, 612]
toc-entry-body [240, 640, 2024, 661]
toc-entry-number: 5.8.1.3 [240, 471, 277, 487]
toc-entry-body [299, 1109, 2019, 1130]
toc-entry[interactable] [0, 428, 2031, 449]
toc-entry-body [240, 275, 2060, 296]
toc-entry[interactable] [0, 209, 2211, 230]
toc-entry-page: 214 [2190, 211, 2211, 227]
